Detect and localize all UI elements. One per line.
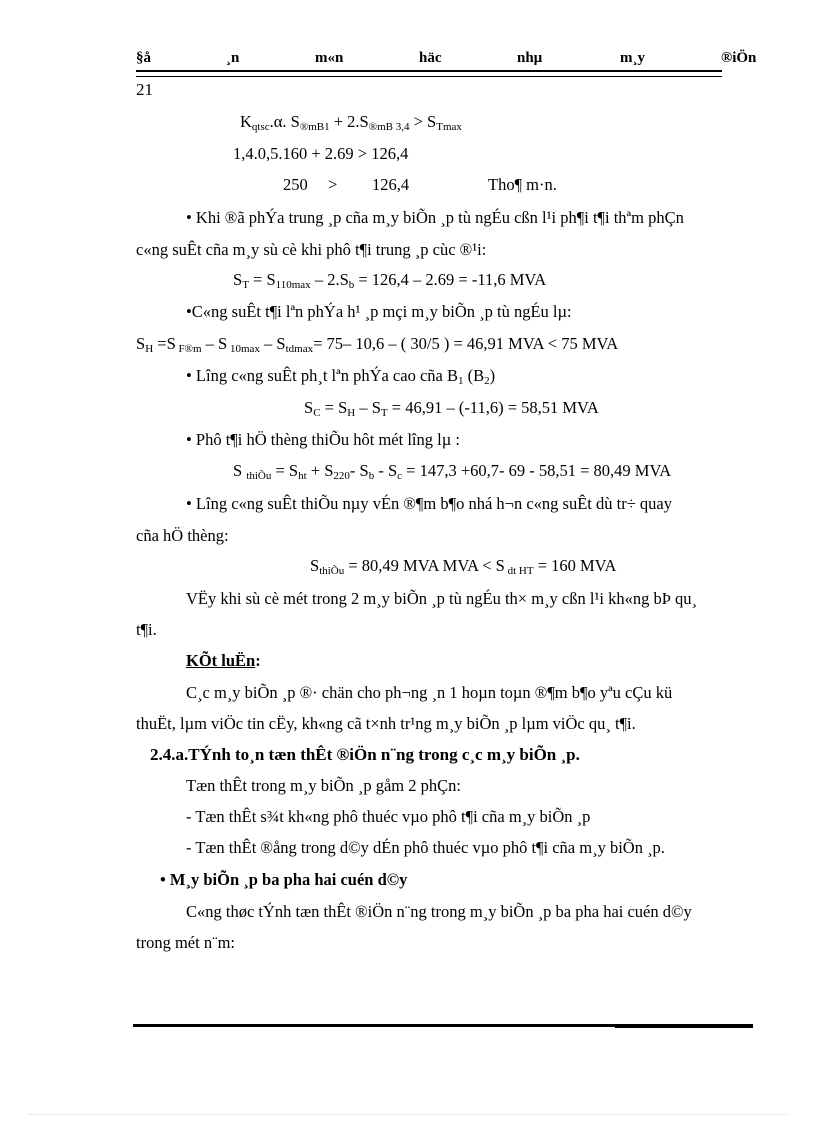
eq-subscript: thiÕu bbox=[246, 470, 272, 482]
eq-text: = S bbox=[271, 461, 299, 480]
eq-text: + S bbox=[306, 461, 334, 480]
eq-text: S bbox=[233, 461, 247, 480]
header-word: nhµ bbox=[517, 50, 543, 66]
equation-st bbox=[233, 270, 546, 291]
header-rule-thick bbox=[136, 70, 722, 72]
page-bottom-dotted-line bbox=[28, 1114, 788, 1115]
eq-operator: > bbox=[328, 175, 338, 194]
eq-text: – S bbox=[201, 334, 228, 353]
eq-subscript: 10max bbox=[227, 343, 260, 355]
eq-subscript: T bbox=[380, 407, 388, 419]
sub-heading: • M¸y biÕn ¸p ba pha hai cuén d©y bbox=[160, 870, 408, 889]
footer-rule-end bbox=[615, 1024, 753, 1028]
eq-text: = 126,4 – 2.69 = -11,6 MVA bbox=[354, 270, 547, 289]
eq-text: ) bbox=[489, 366, 496, 385]
eq-text: - S bbox=[374, 461, 398, 480]
eq-text: S bbox=[310, 556, 320, 575]
paragraph-line: VËy khi sù cè mét trong 2 m¸y biÕn ¸p tù ngÉu th× m¸y cßn l¹i kh«ng bÞ qu¸ bbox=[186, 589, 698, 608]
eq-subscript: T bbox=[242, 279, 249, 291]
equation-numeric: 1,4.0,5.160 + 2.69 > 126,4 bbox=[233, 144, 409, 163]
eq-subscript: b bbox=[348, 279, 355, 291]
header-word: häc bbox=[419, 50, 442, 66]
eq-text: > S bbox=[409, 112, 437, 131]
eq-text: S bbox=[233, 270, 243, 289]
equation-shortage bbox=[233, 461, 671, 482]
eq-conclusion: Tho¶ m·n. bbox=[488, 175, 557, 194]
eq-subscript: 110max bbox=[275, 279, 311, 291]
eq-subscript: dt HT bbox=[504, 565, 534, 577]
paragraph-line: C«ng thøc tÝnh tæn thÊt ®iÖn n¨ng trong m¸y biÕn ¸p ba pha hai cuén d©y bbox=[186, 902, 692, 921]
eq-text: – S bbox=[259, 334, 286, 353]
eq-subscript: b bbox=[368, 470, 375, 482]
eq-text: = S bbox=[248, 270, 276, 289]
page-number: 21 bbox=[136, 80, 153, 99]
eq-text: =S bbox=[153, 334, 176, 353]
paragraph-line: c«ng suÊt cña m¸y sù cè khi phô t¶i trung ¸p cùc ®¹i: bbox=[136, 240, 487, 259]
eq-text: .α. S bbox=[269, 112, 300, 131]
eq-text: = 147,3 +60,7- 69 - 58,51 = 80,49 MVA bbox=[402, 461, 672, 480]
paragraph-line: thuËt, lµm viÖc tin cËy, kh«ng cã t×nh tr¹ng m¸y biÕn ¸p lµm viÖc qu¸ t¶i. bbox=[136, 714, 636, 733]
eq-text: = 46,91 – (-11,6) = 58,51 MVA bbox=[387, 398, 599, 417]
eq-subscript: ®mB1 bbox=[299, 121, 330, 133]
paragraph-line: cña hÖ thèng: bbox=[136, 526, 229, 545]
conclusion-heading bbox=[186, 651, 261, 671]
eq-text: + 2.S bbox=[329, 112, 369, 131]
eq-text: (B bbox=[463, 366, 485, 385]
paragraph-line: • Khi ®ã phÝa trung ¸p cña m¸y biÕn ¸p tù ngÉu cßn l¹i ph¶i t¶i thªm phÇn bbox=[186, 208, 684, 227]
section-heading: 2.4.a.TÝnh to¸n tæn thÊt ®iÖn n¨ng trong c¸c m¸y biÕn ¸p. bbox=[150, 745, 580, 764]
paragraph-line: Tæn thÊt trong m¸y biÕn ¸p gåm 2 phÇn: bbox=[186, 776, 461, 795]
eq-subscript: 2 bbox=[484, 375, 490, 387]
eq-subscript: thiÕu bbox=[319, 565, 345, 577]
list-item: - Tæn thÊt ®ång trong d©y dÉn phô thuéc vµo phô t¶i cña m¸y biÕn ¸p. bbox=[186, 838, 665, 857]
eq-text: • Lîng c«ng suÊt ph¸t lªn phÝa cao cña B bbox=[186, 366, 458, 385]
header-word: ¸n bbox=[226, 50, 240, 66]
eq-text: K bbox=[240, 112, 252, 131]
paragraph-line: C¸c m¸y biÕn ¸p ®· chän cho ph¬ng ¸n 1 hoµn toµn ®¶m b¶o yªu cÇu kü bbox=[186, 683, 673, 702]
eq-rhs: 126,4 bbox=[372, 175, 410, 194]
eq-subscript: Tmax bbox=[436, 121, 462, 133]
header-word: ®iÖn bbox=[721, 50, 757, 66]
equation-reserve bbox=[310, 556, 616, 577]
eq-text: S bbox=[304, 398, 314, 417]
eq-text: – 2.S bbox=[310, 270, 349, 289]
header-rule-thin bbox=[136, 76, 722, 77]
eq-subscript: ®mB 3,4 bbox=[368, 121, 410, 133]
eq-text: = 75– 10,6 – ( 30/5 ) = 46,91 MVA < 75 MVA bbox=[313, 334, 619, 353]
conclusion-colon: : bbox=[255, 651, 261, 670]
header-word: m¸y bbox=[620, 50, 645, 66]
eq-subscript: qtsc bbox=[251, 121, 270, 133]
eq-text: = 80,49 MVA MVA < S bbox=[344, 556, 505, 575]
equation-sc bbox=[304, 398, 599, 419]
paragraph-line: • Phô t¶i hÖ thèng thiÕu hôt mét lîng lµ : bbox=[186, 430, 460, 449]
eq-subscript: F®m bbox=[175, 343, 202, 355]
paragraph-line: •C«ng suÊt t¶i lªn phÝa h¹ ¸p mçi m¸y biÕn ¸p tù ngÉu lµ: bbox=[186, 302, 572, 321]
footer-rule bbox=[133, 1024, 615, 1027]
paragraph-line: • Lîng c«ng suÊt thiÕu nµy vÉn ®¶m b¶o nhá h¬n c«ng suÊt dù tr÷ quay bbox=[186, 494, 672, 513]
header-word: §å bbox=[136, 50, 151, 66]
eq-subscript: C bbox=[313, 407, 321, 419]
eq-subscript: tdmax bbox=[285, 343, 314, 355]
eq-subscript: H bbox=[347, 407, 356, 419]
paragraph-line bbox=[186, 366, 495, 387]
paragraph-line: t¶i. bbox=[136, 620, 157, 639]
eq-subscript: H bbox=[145, 343, 154, 355]
eq-subscript: ht bbox=[298, 470, 307, 482]
eq-text: – S bbox=[355, 398, 381, 417]
header-word: m«n bbox=[315, 50, 344, 66]
equation-sh bbox=[136, 334, 618, 355]
eq-text: = 160 MVA bbox=[533, 556, 617, 575]
conclusion-title: KÕt luËn bbox=[186, 651, 256, 670]
eq-text: - S bbox=[349, 461, 369, 480]
paragraph-line: trong mét n¨m: bbox=[136, 933, 235, 952]
eq-lhs: 250 bbox=[283, 175, 308, 194]
eq-text: = S bbox=[320, 398, 348, 417]
eq-text: S bbox=[136, 334, 146, 353]
equation-load-check bbox=[240, 112, 462, 133]
eq-subscript: 220 bbox=[333, 470, 350, 482]
list-item: - Tæn thÊt s¾t kh«ng phô thuéc vµo phô t¶i cña m¸y biÕn ¸p bbox=[186, 807, 591, 826]
eq-subscript: 1 bbox=[457, 375, 464, 387]
eq-subscript: c bbox=[397, 470, 403, 482]
